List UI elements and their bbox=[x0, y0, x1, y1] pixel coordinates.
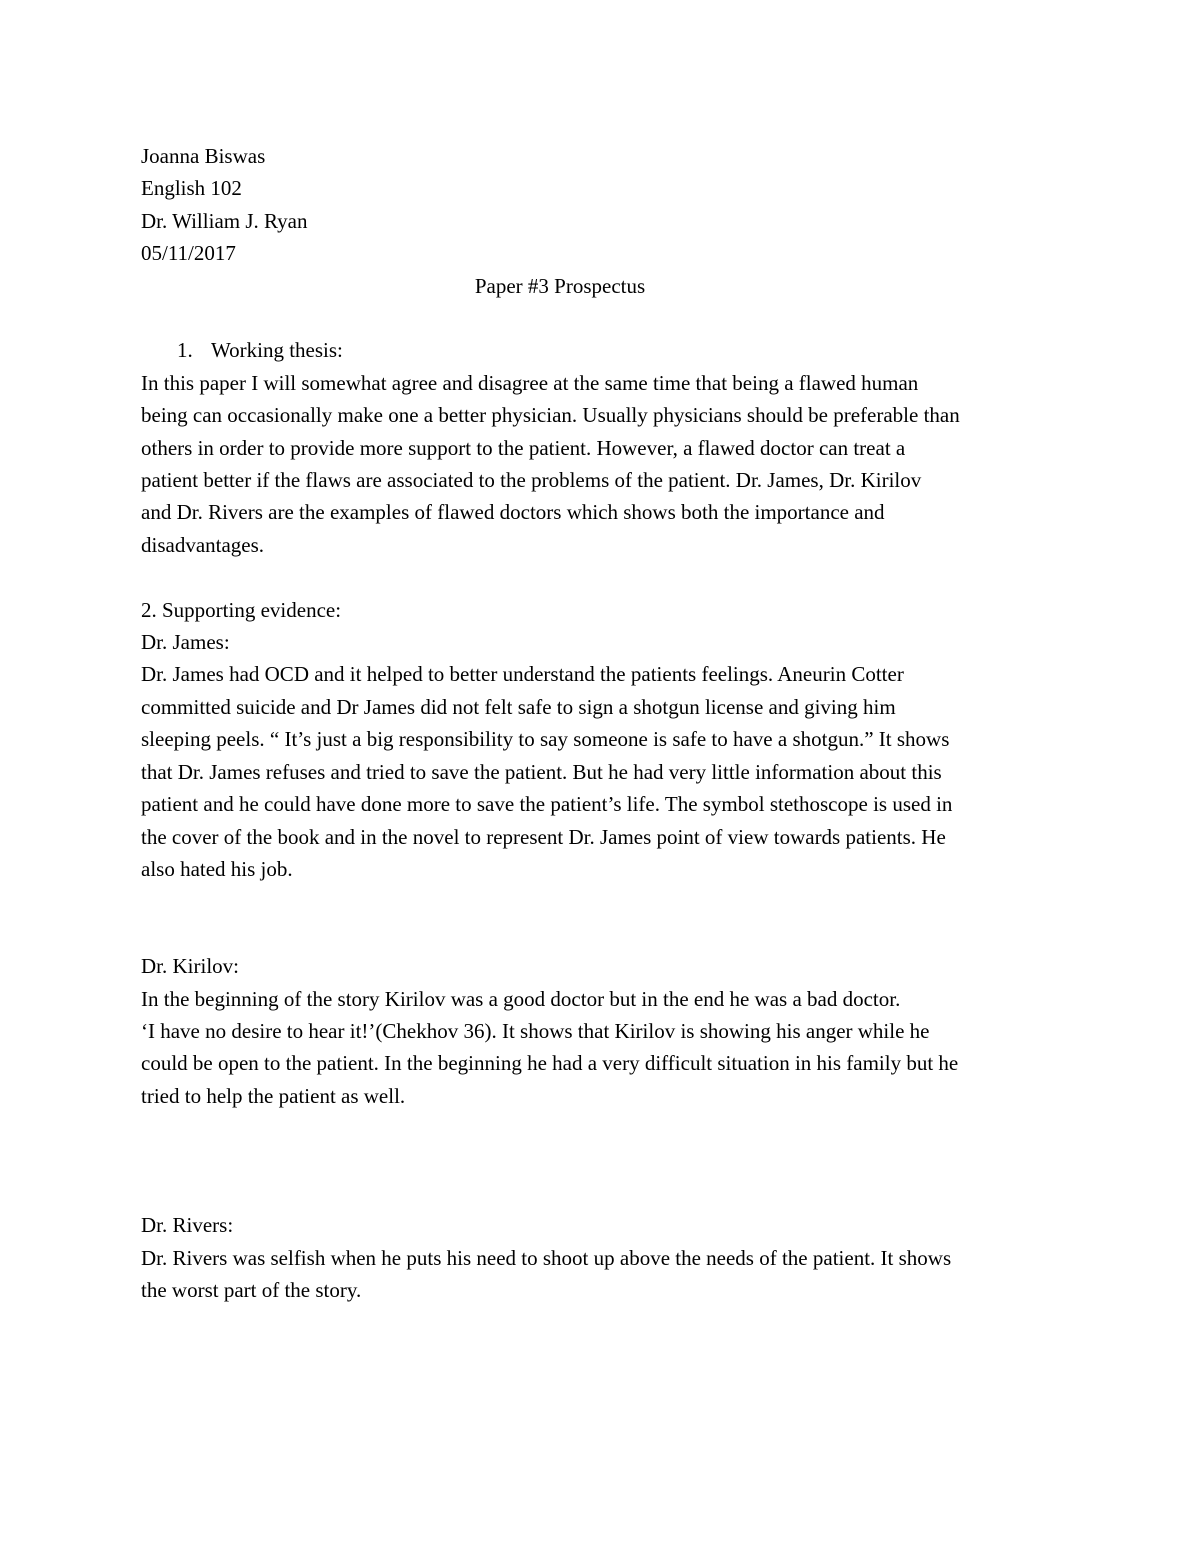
kirilov-line: could be open to the patient. In the beginning he had a very difficult situation in his family but he bbox=[141, 1051, 959, 1076]
thesis-line: others in order to provide more support to the patient. However, a flawed doctor can treat a bbox=[141, 435, 906, 460]
rivers-heading: Dr. Rivers: bbox=[141, 1213, 234, 1238]
james-line: patient and he could have done more to save the patient’s life. The symbol stethoscope is used in bbox=[141, 792, 953, 817]
author-name: Joanna Biswas bbox=[141, 144, 266, 168]
james-line: that Dr. James refuses and tried to save the patient. But he had very little information about this bbox=[141, 759, 942, 784]
course-name: English 102 bbox=[141, 176, 242, 201]
kirilov-line: In the beginning of the story Kirilov was a good doctor but in the end he was a bad doctor. bbox=[141, 986, 901, 1011]
kirilov-line: ‘I have no desire to hear it!’(Chekhov 36). It shows that Kirilov is showing his anger while he bbox=[141, 1018, 930, 1043]
paper-title: Paper #3 Prospectus bbox=[474, 273, 646, 298]
document-body bbox=[141, 140, 1066, 1307]
james-line: committed suicide and Dr James did not felt safe to sign a shotgun license and giving him bbox=[141, 694, 896, 719]
james-heading: Dr. James: bbox=[141, 630, 230, 655]
james-paragraph bbox=[141, 658, 1066, 885]
james-line: the cover of the book and in the novel to represent Dr. James point of view towards patients. He bbox=[141, 824, 946, 849]
james-line: Dr. James had OCD and it helped to better understand the patients feelings. Aneurin Cotter bbox=[141, 662, 904, 687]
thesis-line: and Dr. Rivers are the examples of flawed doctors which shows both the importance and bbox=[141, 500, 885, 525]
thesis-line: disadvantages. bbox=[141, 532, 265, 557]
evidence-heading: 2. Supporting evidence: bbox=[141, 597, 342, 622]
thesis-line: being can occasionally make one a better physician. Usually physicians should be preferable than bbox=[141, 403, 960, 428]
thesis-paragraph bbox=[141, 367, 1066, 561]
kirilov-paragraph bbox=[141, 983, 1066, 1113]
thesis-heading bbox=[141, 334, 1066, 366]
paper-date: 05/11/2017 bbox=[141, 241, 236, 266]
thesis-heading-label: Working thesis: bbox=[211, 338, 343, 363]
instructor-name: Dr. William J. Ryan bbox=[141, 208, 308, 233]
thesis-line: In this paper I will somewhat agree and disagree at the same time that being a flawed human bbox=[141, 370, 919, 395]
rivers-paragraph bbox=[141, 1242, 1066, 1307]
rivers-line: Dr. Rivers was selfish when he puts his need to shoot up above the needs of the patient. It shows bbox=[141, 1245, 952, 1270]
rivers-line: the worst part of the story. bbox=[141, 1278, 362, 1303]
list-number: 1. bbox=[177, 338, 193, 363]
kirilov-line: tried to help the patient as well. bbox=[141, 1083, 406, 1108]
james-line: sleeping peels. “ It’s just a big responsibility to say someone is safe to have a shotgun.” It shows bbox=[141, 727, 950, 752]
thesis-line: patient better if the flaws are associated to the problems of the patient. Dr. James, Dr. Kirilov bbox=[141, 468, 922, 493]
kirilov-heading: Dr. Kirilov: bbox=[141, 954, 239, 979]
james-line: also hated his job. bbox=[141, 856, 293, 881]
